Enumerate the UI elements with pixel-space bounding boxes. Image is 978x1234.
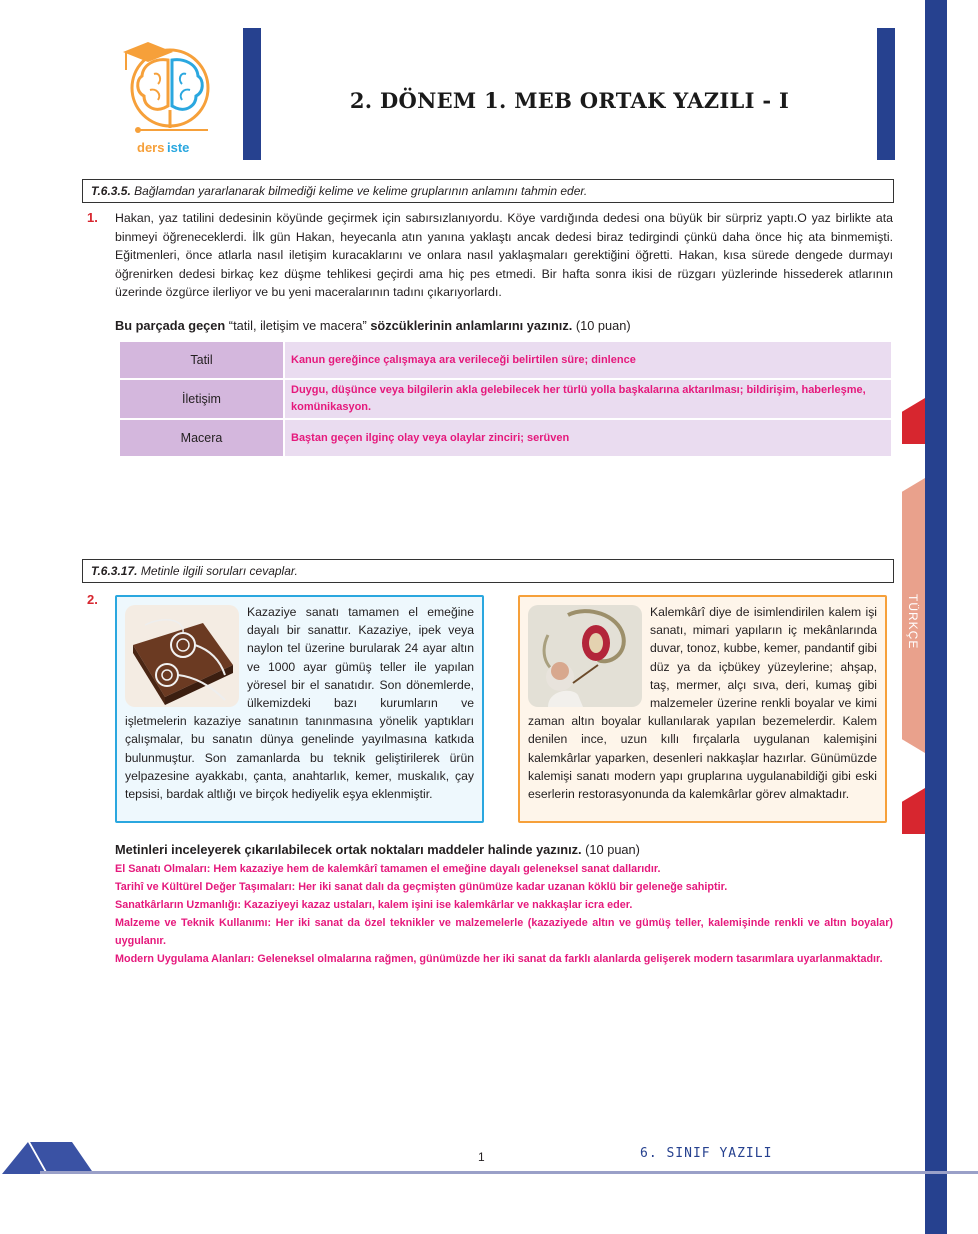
definition-cell: Duygu, düşünce veya bilgilerin akla gelebilecek her türlü yolla başkalarına aktarılması; bildirişim, haberleşme, komünikasyon. [285, 380, 891, 420]
answer-item: Tarihî ve Kültürel Değer Taşımaları: Her iki sanat dalı da geçmişten günümüze kadar uzanan köklü bir geleneğe sahiptir. [115, 881, 728, 893]
footer-line [40, 1171, 978, 1174]
objective-code: T.6.3.17. [91, 564, 138, 578]
kalemisi-text-box [518, 595, 887, 823]
kazaziye-text-box [115, 595, 484, 823]
instruction-bold: Metinleri inceleyerek çıkarılabilecek ortak noktaları maddeler halinde yazınız. [115, 842, 582, 857]
kalemisi-text: Kalemkârî diye de isimlendirilen kalem işi sanatı, mimari yapıların iç mekânlarında duvar, tonoz, kubbe, kemer, pandantif gibi düz ya da içbükey yüzeylerine; ahşap, taş, mermer, alçı sıva, deri, kumaş gibi malzemeler üzerine renkli boyalar ve kimi zaman altın boyalar kullanılarak yapılan bezemelerdir. Kalem denilen ince, uzun kıllı fırçalarla uygulanan kalemişini kalemkârlar yaparken, desenleri nakkaşlar hazırlar. Günümüzde kalemişi sanatı modern yapı gruplarına uygulanabildiği gibi eski eserlerin restorasyonunda da kalemkârlar görev almaktadır. [528, 605, 877, 802]
red-tab-top [902, 398, 925, 444]
red-tab-bottom [902, 788, 925, 834]
svg-text:iste: iste [167, 140, 190, 155]
question-number-2: 2. [87, 592, 98, 607]
subject-tab-label: TÜRKÇE [906, 594, 920, 650]
header-bar-left [243, 28, 261, 160]
objective-code: T.6.3.5. [91, 184, 131, 198]
question-1-passage: Hakan, yaz tatilini dedesinin köyünde geçirmek için sabırsızlanıyordu. Köye vardığında dedesi ona büyük bir sürpriz yaptı.O yaz birlikte ata binmeyi öğreneceklerdi. İlk gün Hakan, heyecanla atın yanına yaklaştı ancak dedesi biraz tedirgindi çünkü daha önce hiç ata binmemişti. Eğitmenleri, önce atlarla nasıl iletişim kuracaklarını ve onlara nasıl yaklaşmaları gerektiğini öğretti. Hakan, kısa sürede dengede durmayı öğrenirken dedesi birkaç kez düşme tehlikesi geçirdi ama hiç pes etmedi. Bir hafta sonra ikisi de rüzgarı yüzlerinde hissederek atlarının üzerinde özgürce ilerliyor ve bu yeni maceralarının tadını çıkarıyorlardı. [115, 211, 893, 299]
question-number-1: 1. [87, 210, 98, 225]
instruction-bold-b: sözcüklerinin anlamlarını yazınız. [370, 318, 573, 333]
table-row [120, 420, 891, 458]
kazaziye-text: Kazaziye sanatı tamamen el emeğine dayalı bir sanattır. Kazaziye, ipek veya naylon tel üzerine burularak 24 ayar altın ve 1000 ayar gümüş teller ile yapılan yöresel bir el sanatıdır. Son dönemlerde, ülkemizdeki bazı kurumların ve işletmelerin kazaziye sanatının tanınmasına yönelik yaptıkları çalışmalar, bu sanatın dünya genelinde yayılmasına katkıda bulunmuştur. Son zamanlarda bu teknik geliştirilerek ürün yelpazesine ayakkabı, çanta, anahtarlık, kemer, muskalık, çay tepsisi, bardak altlığı ve birçok hediyelik eşya eklenmiştir. [125, 605, 474, 802]
svg-text:ders: ders [137, 140, 165, 155]
answer-item: Sanatkârların Uzmanlığı: Kazaziyeyi kazaz ustaları, kalem işini ise kalemkârlar ve nakkaşlar icra eder. [115, 899, 633, 911]
right-stripe [925, 0, 947, 1234]
term-cell: Macera [120, 420, 285, 458]
table-row [120, 342, 891, 380]
page-title: 2. DÖNEM 1. MEB ORTAK YAZILI - I [349, 88, 790, 113]
question-1-instruction [115, 318, 631, 333]
kazaziye-photo [125, 605, 239, 707]
page-number: 1 [478, 1150, 485, 1164]
objective-text: Bağlamdan yararlanarak bilmediği kelime ve kelime gruplarının anlamını tahmin eder. [134, 184, 588, 198]
kalemisi-photo [528, 605, 642, 707]
definition-cell: Kanun gereğince çalışmaya ara verileceği belirtilen süre; dinlence [285, 342, 891, 380]
answer-list [115, 860, 893, 968]
table-row [120, 380, 891, 420]
objective-box-2 [82, 559, 894, 583]
definition-cell: Baştan geçen ilginç olay veya olaylar zinciri; serüven [285, 420, 891, 458]
objective-box-1 [82, 179, 894, 203]
footer-label: 6. SINIF YAZILI [640, 1146, 773, 1161]
term-cell: İletişim [120, 380, 285, 420]
question-2-instruction [115, 842, 640, 857]
instruction-bold-a: Bu parçada geçen [115, 318, 226, 333]
instruction-points: (10 puan) [581, 842, 640, 857]
answer-item: Malzeme ve Teknik Kullanımı: Her iki sanat da özel teknikler ve malzemelerle (kazaziyede altın ve gümüş teller, kalemişinde renkli ve altın boyalar) uygulanır. [115, 917, 893, 947]
term-cell: Tatil [120, 342, 285, 380]
header-bar-right [877, 28, 895, 160]
objective-text: Metinle ilgili soruları cevaplar. [140, 564, 298, 578]
dersiste-logo [118, 30, 218, 160]
vocabulary-table [120, 342, 891, 458]
answer-item: El Sanatı Olmaları: Hem kazaziye hem de kalemkârî tamamen el emeğine dayalı geleneksel sanat dallarıdır. [115, 863, 661, 875]
answer-item: Modern Uygulama Alanları: Geleneksel olmalarına rağmen, günümüzde her iki sanat da farklı alanlarda gelişerek modern tasarımlara uyarlanmaktadır. [115, 953, 883, 965]
instruction-words: “tatil, iletişim ve macera” [225, 318, 371, 333]
instruction-points: (10 puan) [572, 318, 631, 333]
